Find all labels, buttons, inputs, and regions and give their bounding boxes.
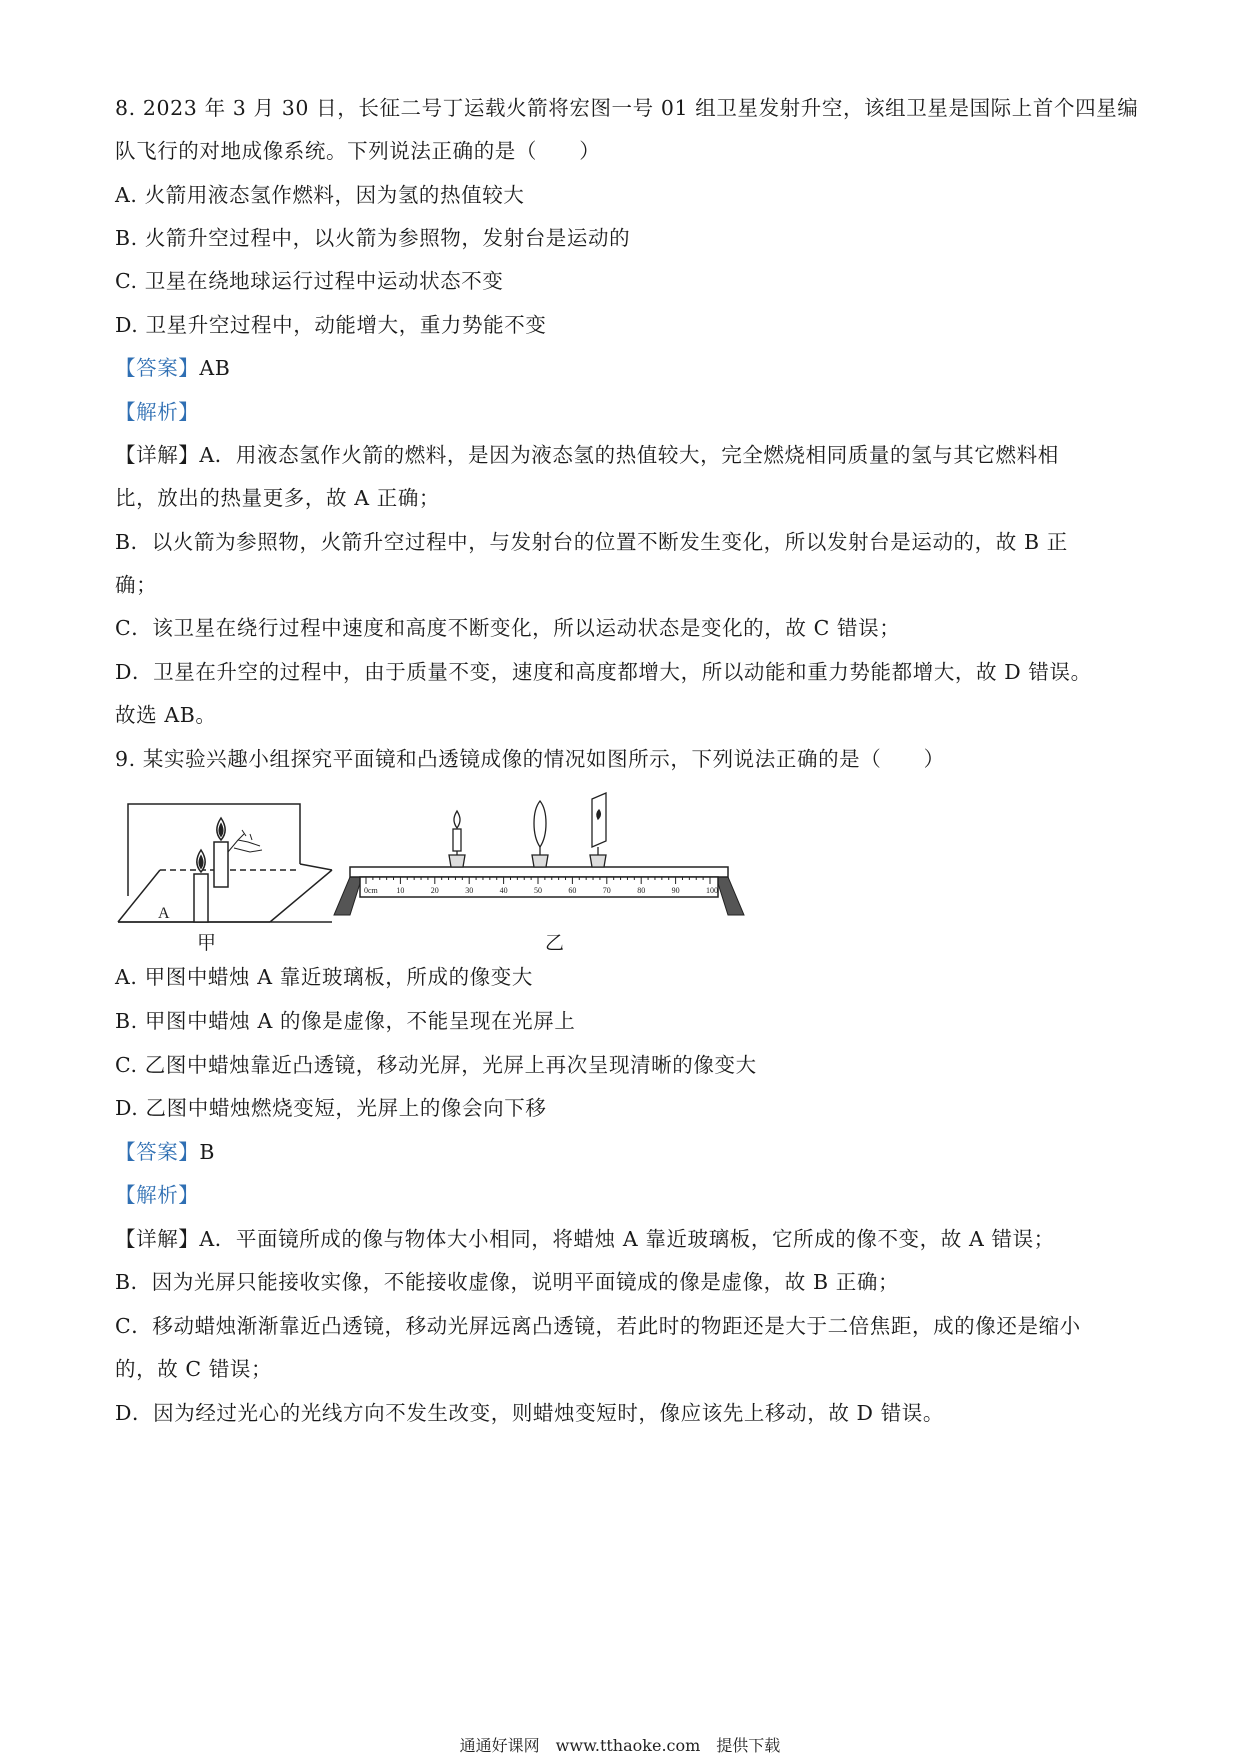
q9-detail-line4: 的，故 C 错误；: [115, 1357, 273, 1381]
q8-detail-line2: 比，放出的热量更多，故 A 正确；: [115, 486, 441, 510]
q9-detail-line1: [115, 1225, 1055, 1253]
ruler-tick-label: 10: [396, 886, 405, 895]
bench-candle: [449, 811, 465, 867]
bench-rail-top: [350, 867, 728, 877]
ruler-tick-label: 60: [568, 886, 577, 895]
answer-value: B: [199, 1140, 216, 1164]
bench-left-support: [334, 877, 362, 915]
q9-option-a: A. 甲图中蜡烛 A 靠近玻璃板，所成的像变大: [115, 965, 533, 989]
q9-detail-line5: D．因为经过光心的光线方向不发生改变，则蜡烛变短时，像应该先上移动，故 D 错误。: [115, 1401, 945, 1425]
candle-image: [214, 818, 228, 887]
ruler-tick-label: 40: [499, 886, 508, 895]
detail-text: A．平面镜所成的像与物体大小相同，将蜡烛 A 靠近玻璃板，它所成的像不变，故 A 错误；: [199, 1227, 1055, 1251]
q8-option-c: C. 卫星在绕地球运行过程中运动状态不变: [115, 269, 504, 293]
q9-option-b: B. 甲图中蜡烛 A 的像是虚像，不能呈现在光屏上: [115, 1009, 576, 1033]
answer-tag: 【答案】: [115, 1140, 200, 1164]
q8-detail-line1: [115, 441, 1059, 469]
q8-detail-line5: C．该卫星在绕行过程中速度和高度不断变化，所以运动状态是变化的，故 C 错误；: [115, 616, 901, 640]
q8-analysis-tag: 【解析】: [115, 400, 200, 424]
light-screen: [590, 793, 606, 867]
q9-detail-line2: B．因为光屏只能接收实像，不能接收虚像，说明平面镜成的像是虚像，故 B 正确；: [115, 1270, 900, 1294]
q9-option-c: C. 乙图中蜡烛靠近凸透镜，移动光屏，光屏上再次呈现清晰的像变大: [115, 1053, 757, 1077]
candle-a: [194, 850, 208, 922]
detail-tag: 【详解】: [115, 443, 200, 467]
ruler-tick-label: 100: [706, 886, 718, 895]
q8-option-d: D. 卫星升空过程中，动能增大，重力势能不变: [115, 313, 547, 337]
q8-stem-line1: 8. 2023 年 3 月 30 日，长征二号丁运载火箭将宏图一号 01 组卫星发射升空，该组卫星是国际上首个四星编: [115, 96, 1139, 120]
page-footer: 通通好课网 www.tthaoke.com 提供下载: [459, 1736, 781, 1755]
q8-detail-line3: B．以火箭为参照物，火箭升空过程中，与发射台的位置不断发生变化，所以发射台是运动的，故 B 正: [115, 530, 1068, 554]
q8-detail-line7: 故选 AB。: [115, 703, 217, 727]
ruler-tick-label: 0cm: [364, 886, 378, 895]
hand-sketch: [228, 830, 262, 852]
bench-right-support: [716, 877, 744, 915]
q8-option-a: A. 火箭用液态氢作燃料，因为氢的热值较大: [115, 183, 525, 207]
q8-detail-line4: 确；: [115, 573, 158, 597]
ruler-tick-label: 90: [671, 886, 680, 895]
answer-value: AB: [199, 356, 231, 380]
q9-option-d: D. 乙图中蜡烛燃烧变短，光屏上的像会向下移: [115, 1096, 547, 1120]
ruler-tick-label: 80: [637, 886, 646, 895]
q8-option-b: B. 火箭升空过程中，以火箭为参照物，发射台是运动的: [115, 226, 631, 250]
label-a: A: [158, 905, 170, 922]
figure-optical-bench: [330, 785, 750, 925]
q8-detail-line6: D．卫星在升空的过程中，由于质量不变，速度和高度都增大，所以动能和重力势能都增大，故 D 错误。: [115, 660, 1092, 684]
q8-stem-line2: 队飞行的对地成像系统。下列说法正确的是（ ）: [115, 139, 601, 163]
detail-tag: 【详解】: [115, 1227, 200, 1251]
figure-plane-mirror: [110, 790, 340, 930]
q9-stem: 9. 某实验兴趣小组探究平面镜和凸透镜成像的情况如图所示，下列说法正确的是（ ）: [115, 747, 945, 771]
ruler-tick-label: 20: [430, 886, 439, 895]
q9-detail-line3: C．移动蜡烛渐渐靠近凸透镜，移动光屏远离凸透镜，若此时的物距还是大于二倍焦距，成的像还是缩小: [115, 1314, 1081, 1338]
detail-text: A．用液态氢作火箭的燃料，是因为液态氢的热值较大，完全燃烧相同质量的氢与其它燃料相: [199, 443, 1059, 467]
q9-analysis-tag: 【解析】: [115, 1183, 200, 1207]
ruler-tick-label: 30: [465, 886, 474, 895]
answer-tag: 【答案】: [115, 356, 200, 380]
caption-jia: 甲: [197, 932, 217, 954]
convex-lens: [532, 801, 548, 867]
ruler-tick-label: 70: [602, 886, 611, 895]
caption-yi: 乙: [545, 932, 565, 954]
q9-answer: [115, 1138, 215, 1166]
q8-answer: [115, 354, 230, 382]
ruler-tick-label: 50: [534, 886, 542, 895]
